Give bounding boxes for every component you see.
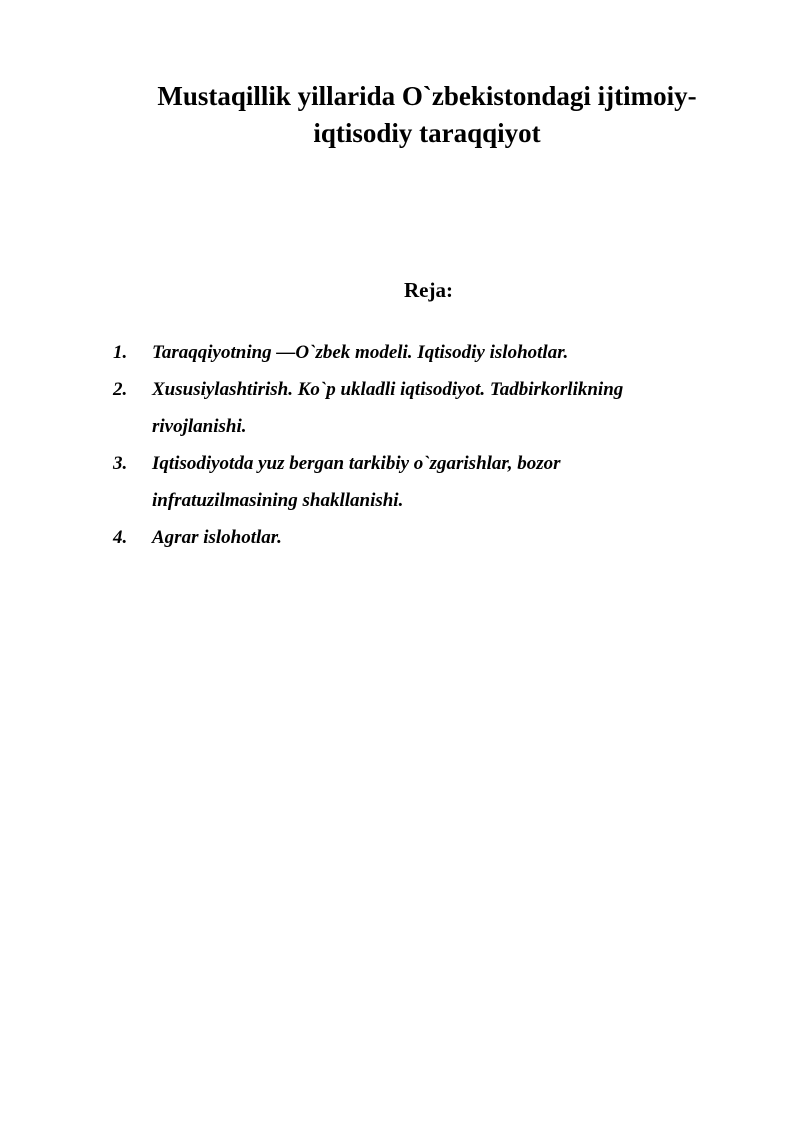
plan-item-line: Taraqqiyotning —O`zbek modeli. Iqtisodiy islohotlar. xyxy=(152,342,569,363)
title-line: Mustaqillik yillarida O`zbekistondagi ijtimoiy- xyxy=(157,81,697,111)
plan-item-line: infratuzilmasining shakllanishi. xyxy=(152,490,404,511)
plan-item-line: Xususiylashtirish. Ko`p ukladli iqtisodiyot. Tadbirkorlikning xyxy=(152,379,624,400)
plan-item-line: Iqtisodiyotda yuz bergan tarkibiy o`zgarishlar, bozor xyxy=(152,453,561,474)
plan-item-line: rivojlanishi. xyxy=(152,416,247,437)
plan-heading: Reja: xyxy=(404,278,453,302)
plan-item-line: Agrar islohotlar. xyxy=(152,527,282,548)
plan-list xyxy=(113,334,713,556)
plan-item-text xyxy=(152,334,713,371)
plan-item-text xyxy=(152,519,713,556)
plan-item-text xyxy=(152,445,713,519)
plan-item xyxy=(113,334,713,371)
plan-item-text xyxy=(152,371,713,445)
plan-item xyxy=(113,519,713,556)
plan-item-number: 1. xyxy=(113,342,128,363)
document-title xyxy=(100,78,754,152)
plan-item-number: 3. xyxy=(113,453,128,474)
plan-item-number: 2. xyxy=(113,379,128,400)
title-line: iqtisodiy taraqqiyot xyxy=(313,118,541,148)
plan-item xyxy=(113,371,713,445)
plan-item xyxy=(113,445,713,519)
plan-item-number: 4. xyxy=(113,527,128,548)
